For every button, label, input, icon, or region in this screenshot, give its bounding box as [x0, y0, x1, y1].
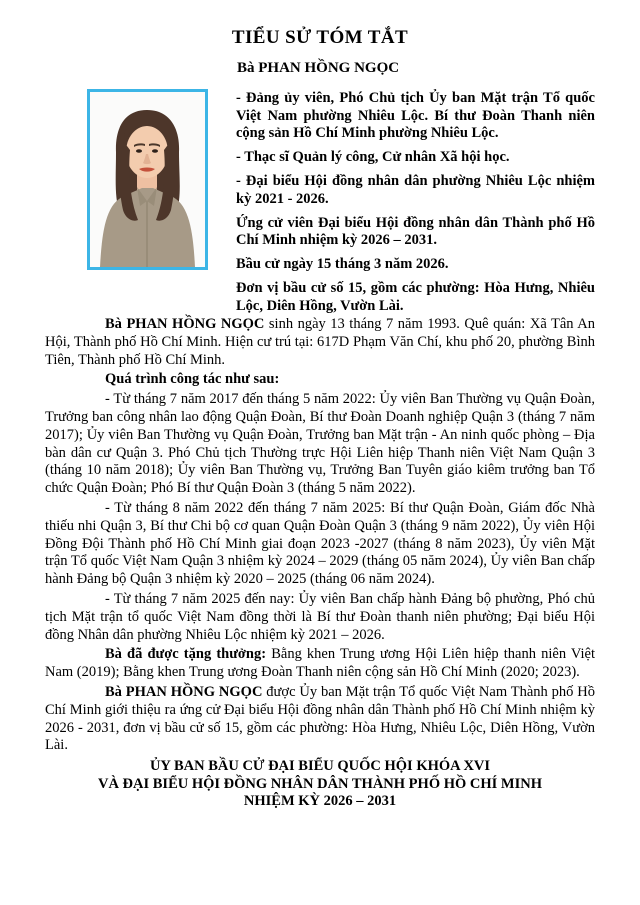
summary-bullet: Đơn vị bầu cử số 15, gồm các phường: Hòa Hưng, Nhiêu Lộc, Diên Hồng, Vườn Lài. [236, 280, 595, 314]
summary-bullet: - Thạc sĩ Quản lý công, Cử nhân Xã hội học. [236, 149, 510, 165]
bio-paragraph [45, 316, 595, 369]
eye-right [152, 149, 158, 153]
candidate-name-heading: Bà PHAN HỒNG NGỌC [237, 60, 400, 76]
summary-bullet: Bầu cử ngày 15 tháng 3 năm 2026. [236, 256, 449, 272]
page-title: TIỂU SỬ TÓM TẮT [231, 27, 409, 48]
portrait-illustration [90, 92, 205, 267]
nomination-name-bold: Bà PHAN HỒNG NGỌC [105, 683, 263, 700]
bio-text: sinh ngày 13 tháng 7 năm 1993. Quê quán: Xã Tân An Hội, Thành phố Hồ Chí Minh. Hiện cư trú tại: 617D Phạm Văn Chí, khu phố 20, phường Bình Tiên, Thành phố Hồ Chí Minh. [45, 316, 595, 368]
awards-text: Bằng khen Trung ương Hội Liên hiệp thanh niên Việt Nam (2019); Bằng khen Trung ương Đoàn Thanh niên cộng sản Hồ Chí Minh (2020; 2023). [45, 646, 596, 681]
summary-bullet: - Đảng ủy viên, Phó Chủ tịch Ủy ban Mặt trận Tổ quốc Việt Nam phường Nhiêu Lộc. Bí thư Đoàn Thanh niên cộng sản Hồ Chí Minh phường Nhiêu Lộc. [236, 90, 595, 141]
footer-line: VÀ ĐẠI BIỂU HỘI ĐỒNG NHÂN DÂN THÀNH PHỐ HỒ CHÍ MINH [97, 775, 543, 792]
career-paragraph: - Từ tháng 8 năm 2022 đến tháng 7 năm 2025: Bí thư Quận Đoàn, Giám đốc Nhà thiếu nhi Quận 3, Bí thư Chi bộ cơ quan Quận Đoàn Quận 3 (tháng 9 năm 2022), Ủy viên Hội Đồng Đội Thành phố Hồ Chí Minh giai đoạn 2023 -2027 (tháng 8 năm 2023), Ủy viên Mặt trận Tổ quốc Việt Nam Quận 3 nhiệm kỳ 2024 – 2029 (tháng 05 năm 2024), Ủy viên Ban chấp hành Đảng bộ Quận 3 nhiệm kỳ 2020 – 2025 (tháng 06 năm 2024). [45, 499, 595, 588]
footer-line: NHIỆM KỲ 2026 – 2031 [243, 793, 397, 810]
election-committee-footer [45, 758, 595, 811]
nomination-text: được Ủy ban Mặt trận Tổ quốc Việt Nam Thành phố Hồ Chí Minh giới thiệu ra ứng cử Đại biểu Hội đồng nhân dân Thành phố Hồ Chí Minh nhiệm kỳ 2026 - 2031, đơn vị bầu cử số 15, gồm các phường: Hòa Hưng, Nhiêu Lộc, Diên Hồng, Vườn Lài. [45, 683, 595, 754]
eye-left [136, 149, 142, 153]
candidate-photo [87, 89, 208, 270]
career-heading: Quá trình công tác như sau: [105, 371, 280, 388]
body-column [45, 316, 595, 811]
summary-bullet: - Đại biểu Hội đồng nhân dân phường Nhiêu Lộc nhiệm kỳ 2021 - 2026. [236, 173, 595, 207]
awards-paragraph [45, 646, 595, 682]
career-paragraph: - Từ tháng 7 năm 2017 đến tháng 5 năm 2022: Ủy viên Ban Thường vụ Quận Đoàn, Trưởng ban công nhân lao động Quận Đoàn, Bí thư Đoàn Doanh nghiệp Quận 3 (tháng 7 năm 2017); Ủy viên Ban Thường vụ Quận Đoàn, Trưởng ban Mặt trận - An ninh quốc phòng – Địa bàn dân cư Quận 3. Phó Chủ tịch Thường trực Hội Liên hiệp Thanh niên Việt Nam Quận 3 (tháng 10 năm 2018); Ủy viên Ban Thường vụ, Trưởng Ban Tuyên giáo kiêm trưởng ban Tổ chức Quận Đoàn; Phó Bí thư Quận Đoàn 3 (tháng 5 năm 2022). [45, 391, 595, 497]
footer-line: ỦY BAN BẦU CỬ ĐẠI BIỂU QUỐC HỘI KHÓA XVI [149, 758, 491, 775]
summary-bullet: Ứng cử viên Đại biểu Hội đồng nhân dân Thành phố Hồ Chí Minh nhiệm kỳ 2026 – 2031. [236, 214, 595, 248]
shirt-placket [146, 201, 148, 267]
summary-column [236, 90, 595, 322]
bio-name-bold: Bà PHAN HỒNG NGỌC [105, 316, 265, 332]
career-paragraph: - Từ tháng 7 năm 2025 đến nay: Ủy viên Ban chấp hành Đảng bộ phường, Phó chủ tịch Mặt trận tổ quốc Việt Nam đồng thời là Bí thư Đoàn thanh niên phường; Đại biểu Hội đồng Nhân dân phường Nhiêu Lộc nhiệm kỳ 2021 – 2026. [45, 590, 595, 643]
awards-lead-bold: Bà đã được tặng thưởng: [105, 646, 267, 663]
nomination-paragraph [45, 684, 595, 755]
